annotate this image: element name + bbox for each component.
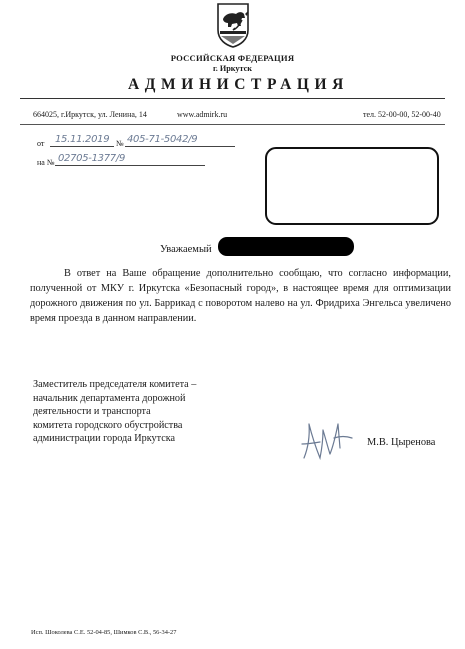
number-prefix: № (116, 139, 124, 148)
city-name: г. Иркутск (213, 64, 252, 73)
website-link[interactable]: www.admirk.ru (177, 110, 228, 119)
reply-prefix: на № (37, 158, 55, 167)
greeting: Уважаемый (160, 244, 212, 255)
signatory-name: М.В. Цыренова (367, 437, 436, 448)
handwritten-signature-icon (294, 418, 356, 464)
position-line: Заместитель председателя комитета – (33, 379, 197, 390)
date-underline (50, 146, 114, 147)
signatory-position (33, 378, 196, 446)
position-line: деятельности и транспорта (33, 406, 151, 418)
position-line: начальник департамента дорожной (33, 392, 186, 404)
organization-title: АДМИНИСТРАЦИЯ (128, 76, 349, 93)
outgoing-date: 15.11.2019 (55, 134, 110, 145)
country-name: РОССИЙСКАЯ ФЕДЕРАЦИЯ (170, 53, 295, 63)
redacted-recipient-address (265, 147, 439, 225)
position-line: комитета городского обустройства (33, 419, 183, 431)
executor-note: Исп. Шоколева С.Е. 52-04-85, Шимков С.В., 56-34-27 (31, 629, 177, 636)
number-underline (125, 146, 235, 147)
position-line: администрации города Иркутска (33, 433, 176, 445)
reply-underline (55, 165, 205, 166)
date-prefix: от (37, 139, 45, 148)
letter-body (30, 266, 451, 326)
outgoing-number: 405-71-5042/9 (127, 134, 198, 145)
contacts-rule (20, 124, 445, 125)
address: 664025, г.Иркутск, ул. Ленина, 14 (33, 110, 147, 119)
body-paragraph: В ответ на Ваше обращение дополнительно сообщаю, что согласно информации, полученной от МКУ г. Иркутска «Безопасный город», в настоящее время для оптимизации дорожного движения по ул. Баррикад с поворотом налево на ул. Фридриха Энгельса увеличено время проезда в данном направлении. (30, 268, 451, 324)
irkutsk-coat-of-arms-icon (215, 2, 251, 48)
redacted-recipient-name (218, 237, 354, 256)
phone-numbers: тел. 52-00-00, 52-00-40 (363, 110, 441, 119)
reply-number: 02705-1377/9 (58, 153, 126, 164)
letterhead-rule (20, 98, 445, 99)
